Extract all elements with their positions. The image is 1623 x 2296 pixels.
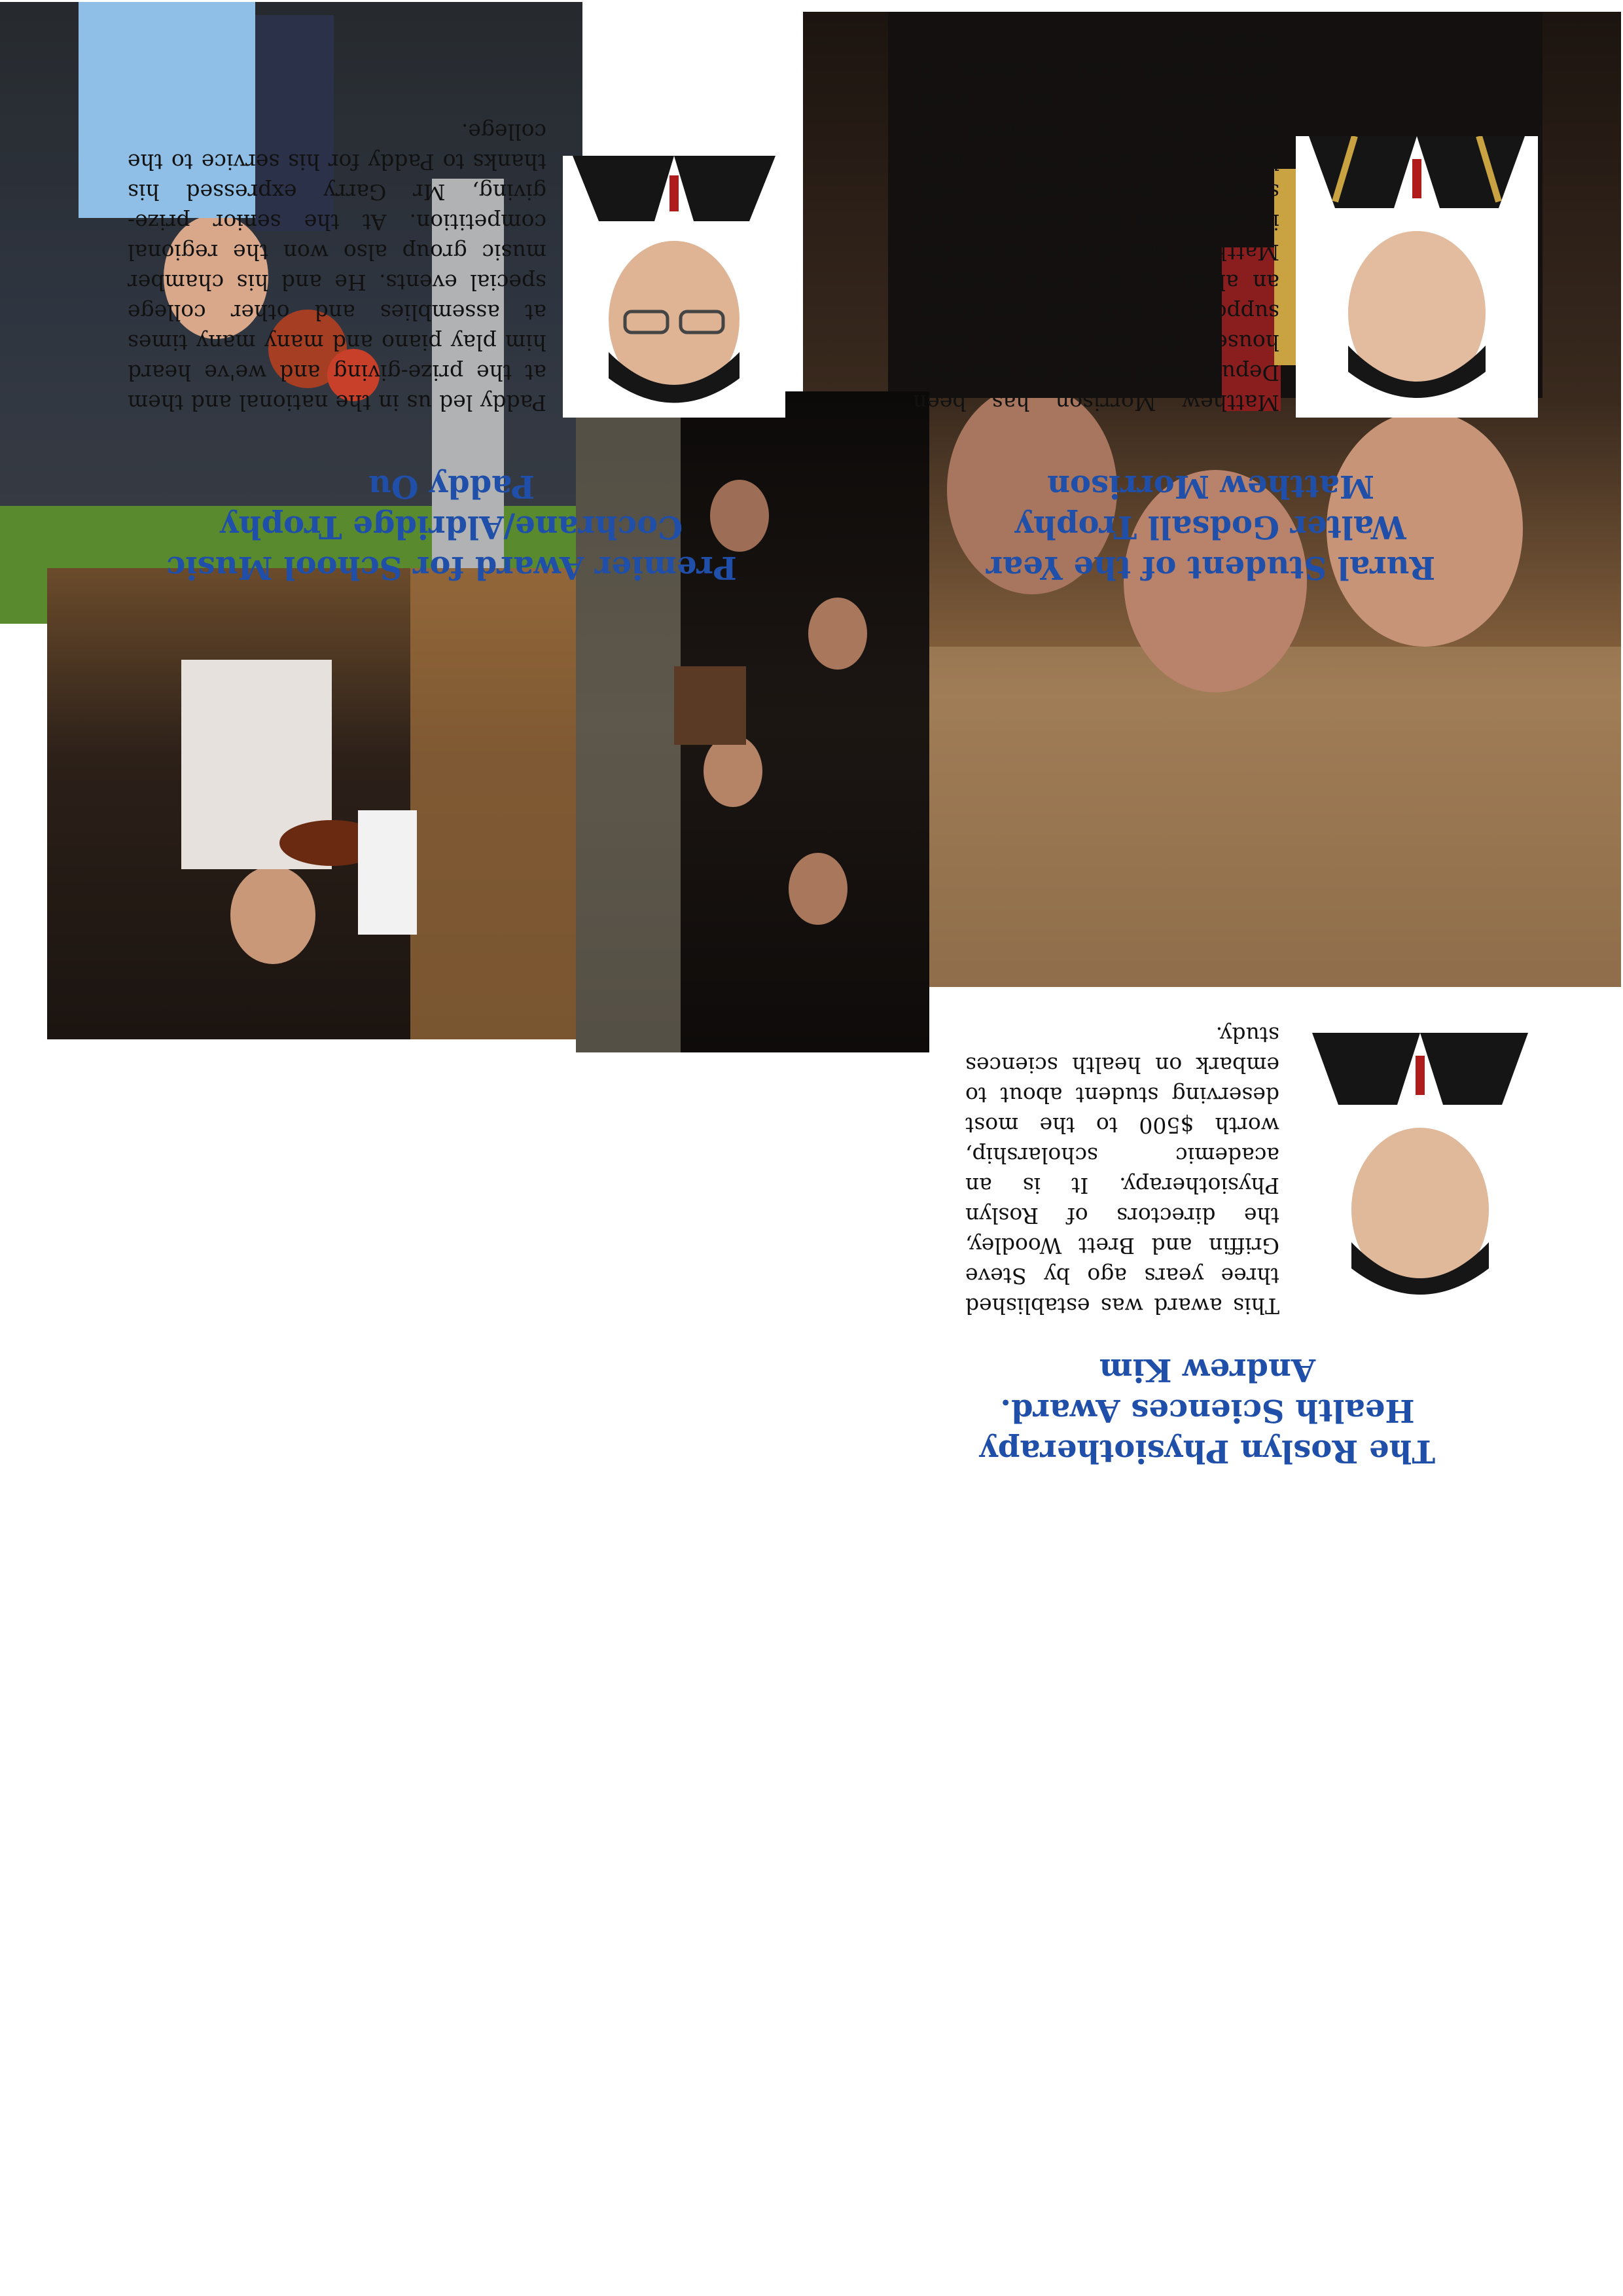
award-school-music [92, 5, 812, 594]
award-title-line-1: Premier Award for School Music [166, 549, 737, 586]
award-recipient-name: Matthew Morrison [1047, 468, 1374, 505]
award-description: Matthew Morrison has been Deputy Head boy of the boarding house. He has been a huge support to staff and has shown an ability to act with integrity. Matthew has always succeeded in balancing his academic and sports involvements with keeping an active role in farm work. He is destined to contribute to our rural environment and economy in some way [913, 29, 1279, 416]
portrait-paddy-ou [563, 156, 785, 418]
award-title [972, 1350, 1443, 1471]
portrait-andrew-kim [1299, 1033, 1541, 1321]
portrait-paddy-ou-shapes [563, 156, 785, 418]
portrait-andrew-kim-shapes [1299, 1033, 1541, 1321]
award-title-line-2: Health Sciences Award. [1000, 1392, 1415, 1429]
award-title-line-2: Cochrane/Aldridge Trophy [220, 509, 683, 545]
award-title-line-2: Walter Godsall Trophy [1015, 509, 1406, 545]
violinist-photo-shapes [47, 568, 580, 1039]
award-rural-student [877, 5, 1538, 594]
award-title [883, 466, 1538, 588]
award-recipient-name: Paddy Ou [368, 468, 535, 505]
award-title-line-1: The Roslyn Physiotherapy [979, 1433, 1436, 1469]
portrait-matthew-morrison [1296, 136, 1538, 418]
award-title [92, 466, 812, 588]
award-recipient-name: Andrew Kim [1099, 1352, 1316, 1388]
award-description: This award was established three years ago by Steve Griffin and Brett Woodley, the directors of Roslyn Physiotherapy. It is an academic scholarship, worth $500 to the most deserving student about to embark on health sciences study. [965, 1022, 1279, 1319]
award-roslyn-physiotherapy [965, 987, 1541, 1471]
award-description: Paddy led us in the national and them at the prize-giving and we've heard him play piano and many many times at assemblies and other college special events. He and his chamber music group also won the regional competition. At the senior prize-giving, Mr Garry expressed his thanks to Paddy for his service to the college. [128, 119, 546, 416]
photo-violinist [47, 568, 580, 1039]
portrait-matthew-morrison-shapes [1296, 136, 1538, 418]
award-title-line-1: Rural Student of the Year [986, 549, 1436, 586]
